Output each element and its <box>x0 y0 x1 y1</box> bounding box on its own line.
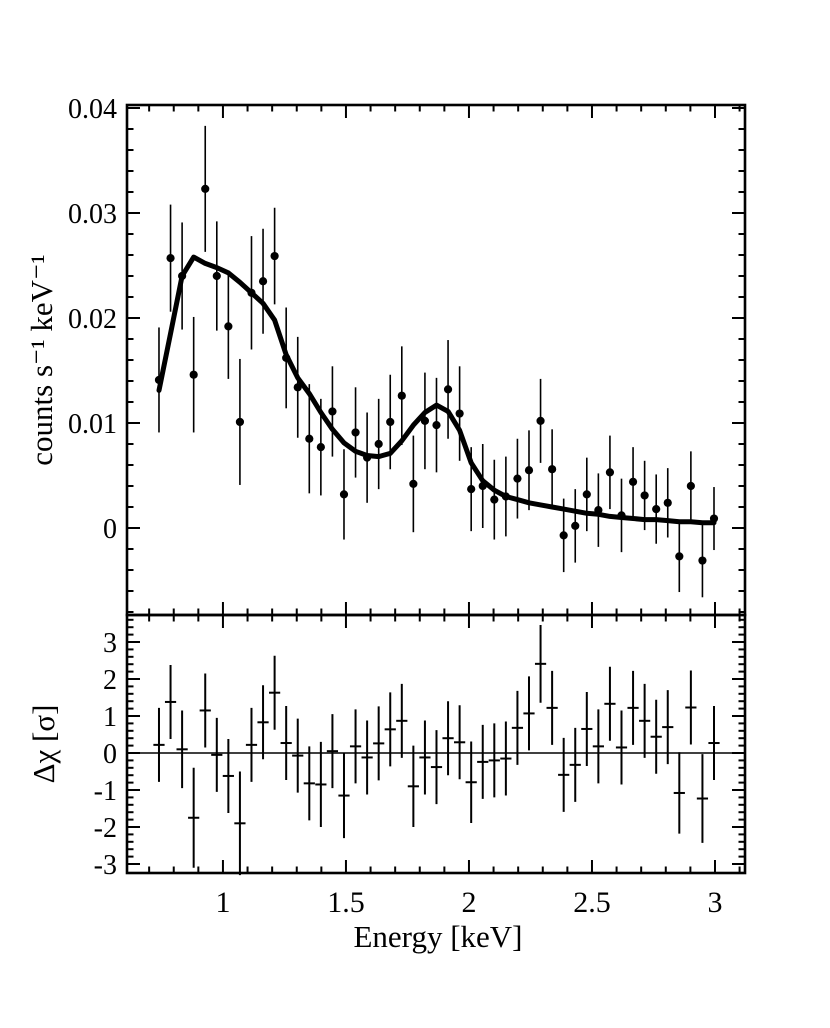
data-point <box>675 552 683 560</box>
data-point <box>155 376 163 384</box>
bottom-y-axis-title: Δχ [σ] <box>26 704 61 784</box>
y-tick-label: -3 <box>93 850 117 882</box>
y-tick-label: 2 <box>103 665 117 697</box>
data-point <box>444 385 452 393</box>
data-point <box>421 417 429 425</box>
data-point <box>467 485 475 493</box>
data-point <box>536 417 544 425</box>
chart-layer <box>68 94 745 919</box>
y-tick-label: 1 <box>103 702 117 734</box>
top-y-axis-title: counts s⁻¹ keV⁻¹ <box>24 254 59 466</box>
y-tick-label: -1 <box>93 776 117 808</box>
data-point <box>294 383 302 391</box>
data-point <box>710 514 718 522</box>
x-tick-label: 2.5 <box>573 886 611 919</box>
data-point <box>363 454 371 462</box>
y-tick-label: 0.02 <box>68 304 117 336</box>
data-point <box>606 468 614 476</box>
data-point <box>236 418 244 426</box>
data-point <box>502 492 510 500</box>
data-point <box>247 289 255 297</box>
data-point <box>398 392 406 400</box>
data-point <box>259 277 267 285</box>
data-point <box>641 491 649 499</box>
y-tick-label: 0.01 <box>68 408 117 440</box>
data-point <box>629 478 637 486</box>
data-point <box>652 505 660 513</box>
data-point <box>351 428 359 436</box>
data-point <box>490 496 498 504</box>
x-tick-label: 3 <box>707 886 723 919</box>
y-tick-label: -2 <box>93 813 117 845</box>
data-point <box>698 556 706 564</box>
x-axis-title: Energy [keV] <box>353 919 523 954</box>
data-point <box>201 185 209 193</box>
data-point <box>560 531 568 539</box>
spectrum-panel-border <box>127 105 745 615</box>
data-point <box>340 490 348 498</box>
data-point <box>432 421 440 429</box>
data-point <box>166 254 174 262</box>
data-point <box>687 482 695 490</box>
data-point <box>178 272 186 280</box>
y-tick-label: 0.03 <box>68 199 117 231</box>
data-point <box>409 480 417 488</box>
data-point <box>305 435 313 443</box>
data-point <box>213 272 221 280</box>
data-point <box>282 354 290 362</box>
data-point <box>224 322 232 330</box>
data-point <box>617 511 625 519</box>
data-point <box>594 506 602 514</box>
data-point <box>375 440 383 448</box>
data-point <box>456 409 464 417</box>
data-point <box>664 499 672 507</box>
y-tick-label: 0 <box>103 513 117 545</box>
data-point <box>571 522 579 530</box>
y-tick-label: 3 <box>103 628 117 660</box>
data-point <box>328 407 336 415</box>
data-point <box>386 418 394 426</box>
x-tick-label: 2 <box>461 886 477 919</box>
data-point <box>548 465 556 473</box>
data-point <box>525 466 533 474</box>
x-tick-label: 1.5 <box>327 886 365 919</box>
y-tick-label: 0 <box>103 739 117 771</box>
data-point <box>271 252 279 260</box>
data-point <box>190 371 198 379</box>
x-tick-label: 1 <box>215 886 231 919</box>
data-point <box>479 482 487 490</box>
data-point <box>317 443 325 451</box>
data-point <box>513 475 521 483</box>
y-tick-label: 0.04 <box>68 94 117 126</box>
data-point <box>583 490 591 498</box>
